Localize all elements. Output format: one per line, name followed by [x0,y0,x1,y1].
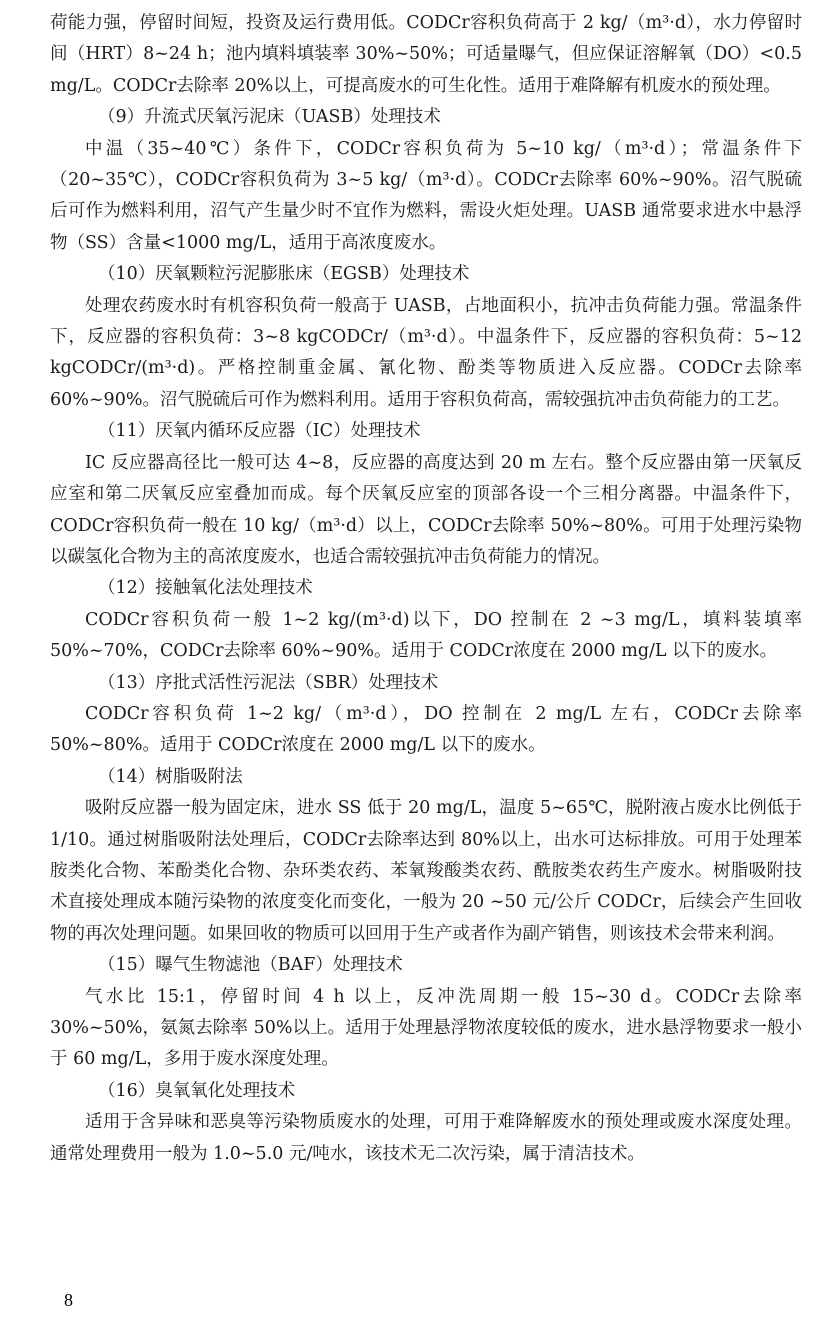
paragraph: 处理农药废水时有机容积负荷一般高于 UASB，占地面积小，抗冲击负荷能力强。常温条件下，反应器的容积负荷：3~8 kgCODCr/（m³·d）。中温条件下，反应器的容积负荷：5~12 kgCODCr/(m³·d)。严格控制重金属、氰化物、酚类等物质进入反应器。CODCr去除率 60%~90%。沼气脱硫后可作为燃料利用。适用于容积负荷高，需较强抗冲击负荷能力的工艺。 [50,295,802,410]
paragraph: IC 反应器高径比一般可达 4~8，反应器的高度达到 20 m 左右。整个反应器由第一厌氧反应室和第二厌氧反应室叠加而成。每个厌氧反应室的顶部各设一个三相分离器。中温条件下，CODCr容积负荷一般在 10 kg/（m³·d）以上，CODCr去除率 50%~80%。可用于处理污染物以碳氢化合物为主的高浓度废水，也适合需较强抗冲击负荷能力的情况。 [50,452,802,567]
paragraph: 吸附反应器一般为固定床，进水 SS 低于 20 mg/L，温度 5~65℃，脱附液占废水比例低于 1/10。通过树脂吸附法处理后，CODCr去除率达到 80%以上，出水可达标排放。可用于处理苯胺类化合物、苯酚类化合物、杂环类农药、苯氧羧酸类农药、酰胺类农药生产废水。树脂吸附技术直接处理成本随污染物的浓度变化而变化，一般为 20 ~50 元/公斤 CODCr，后续会产生回收物的再次处理问题。如果回收的物质可以回用于生产或者作为副产销售，则该技术会带来利润。 [50,798,802,944]
paragraph: CODCr容积负荷 1~2 kg/（m³·d），DO 控制在 2 mg/L 左右，CODCr去除率 50%~80%。适用于 CODCr浓度在 2000 mg/L 以下的废水。 [50,703,802,756]
section-heading: （15）曝气生物滤池（BAF）处理技术 [98,955,403,976]
section-heading: （13）序批式活性污泥法（SBR）处理技术 [98,672,439,693]
section-heading: （11）厌氧内循环反应器（IC）处理技术 [98,421,421,442]
paragraph: 中温（35~40℃）条件下，CODCr容积负荷为 5~10 kg/（m³·d）；常温条件下（20~35℃），CODCr容积负荷为 3~5 kg/（m³·d）。CODCr去除率 60%~90%。沼气脱硫后可作为燃料利用，沼气产生量少时不宜作为燃料，需设火炬处理。UASB 通常要求进水中悬浮物（SS）含量<1000 mg/L，适用于高浓度废水。 [50,138,802,253]
paragraph: CODCr容积负荷一般 1~2 kg/(m³·d)以下，DO 控制在 2 ~3 mg/L，填料装填率 50%~70%，CODCr去除率 60%~90%。适用于 CODCr浓度在 2000 mg/L 以下的废水。 [50,609,802,662]
paragraph: 适用于含异味和恶臭等污染物质废水的处理，可用于难降解废水的预处理或废水深度处理。通常处理费用一般为 1.0~5.0 元/吨水，该技术无二次污染，属于清洁技术。 [50,1112,802,1164]
section-heading: （16）臭氧氧化处理技术 [98,1080,296,1101]
section-heading: （14）树脂吸附法 [98,766,243,787]
paragraph: 荷能力强，停留时间短，投资及运行费用低。CODCr容积负荷高于 2 kg/（m³·d），水力停留时间（HRT）8~24 h；池内填料填装率 30%~50%；可适量曝气，但应保证溶解氧（DO）<0.5 mg/L。CODCr去除率 20%以上，可提高废水的可生化性。适用于难降解有机废水的预处理。 [50,13,802,96]
section-heading: （9）升流式厌氧污泥床（UASB）处理技术 [98,107,441,128]
paragraph: 气水比 15:1，停留时间 4 h 以上，反冲洗周期一般 15~30 d。CODCr去除率 30%~50%，氨氮去除率 50%以上。适用于处理悬浮物浓度较低的废水，进水悬浮物要求一般小于 60 mg/L，多用于废水深度处理。 [50,986,802,1070]
section-heading: （12）接触氧化法处理技术 [98,578,313,599]
section-heading: （10）厌氧颗粒污泥膨胀床（EGSB）处理技术 [98,264,470,285]
page-number: 8 [64,1290,73,1310]
